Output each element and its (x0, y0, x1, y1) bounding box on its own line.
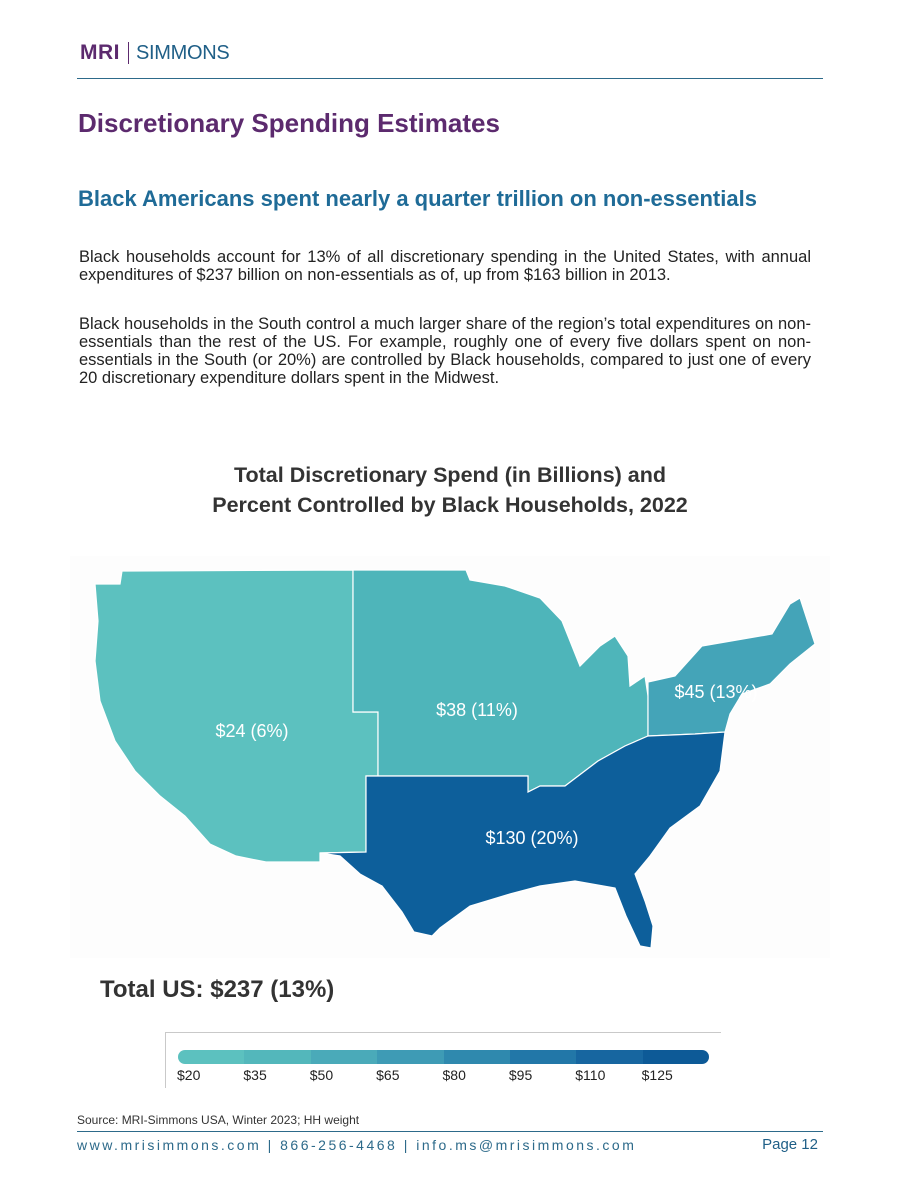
legend-swatch-3 (377, 1050, 443, 1064)
legend-tick-2: $50 (309, 1067, 334, 1083)
header-rule (77, 78, 823, 79)
chart-title (150, 460, 750, 520)
total-us-label: Total US: $237 (13%) (100, 976, 335, 1003)
legend-color-bar (178, 1050, 709, 1064)
legend-tick-4: $80 (442, 1067, 466, 1083)
paragraph-1: Black households account for 13% of all discretionary spending in the United States, with annual expenditures of $237 billion on non-essentials as of, up from $163 billion in 2013. (79, 248, 811, 284)
legend-tick-3: $65 (376, 1067, 400, 1083)
legend-swatch-4 (444, 1050, 510, 1064)
mri-simmons-logo (80, 40, 229, 66)
chart-title-line-2: Percent Controlled by Black Households, 2022 (212, 493, 688, 517)
color-legend (165, 1032, 721, 1088)
logo-mri-text: MRI (80, 41, 120, 64)
legend-tick-6: $110 (575, 1067, 606, 1083)
legend-swatch-2 (311, 1050, 377, 1064)
legend-tick-labels (166, 1067, 721, 1085)
page-subtitle: Black Americans spent nearly a quarter trillion on non-essentials (78, 186, 757, 211)
region-label-northeast: $45 (13%) (674, 682, 758, 702)
logo-divider (128, 42, 129, 64)
legend-tick-1: $35 (243, 1067, 267, 1083)
page-number: Page 12 (762, 1136, 818, 1153)
region-label-west: $24 (6%) (215, 721, 289, 741)
legend-tick-7: $125 (641, 1067, 673, 1083)
legend-swatch-0 (178, 1050, 244, 1064)
page-title: Discretionary Spending Estimates (78, 108, 500, 138)
footer-rule (77, 1131, 823, 1132)
paragraph-2: Black households in the South control a much larger share of the region’s total expenditures on non-essentials than the rest of the US. For example, roughly one of every five dollars spent on non-essentials in the South (or 20%) are controlled by Black households, compared to just one of every 20 discretionary expenditure dollars spent in the Midwest. (79, 315, 811, 387)
chart-title-line-1: Total Discretionary Spend (in Billions) and (233, 463, 667, 487)
legend-tick-0: $20 (177, 1067, 201, 1083)
us-region-map (70, 556, 830, 958)
legend-tick-5: $95 (508, 1067, 533, 1083)
footer-contact: www.mrisimmons.com | 866-256-4468 | info.ms@mrisimmons.com (77, 1137, 637, 1153)
legend-swatch-5 (510, 1050, 576, 1064)
region-label-midwest: $38 (11%) (436, 700, 518, 720)
legend-swatch-6 (576, 1050, 642, 1064)
logo-simmons-text: SIMMONS (136, 41, 230, 64)
source-note: Source: MRI-Simmons USA, Winter 2023; HH weight (77, 1113, 360, 1127)
legend-swatch-1 (244, 1050, 310, 1064)
legend-swatch-7 (643, 1050, 709, 1064)
region-label-south: $130 (20%) (485, 828, 579, 848)
